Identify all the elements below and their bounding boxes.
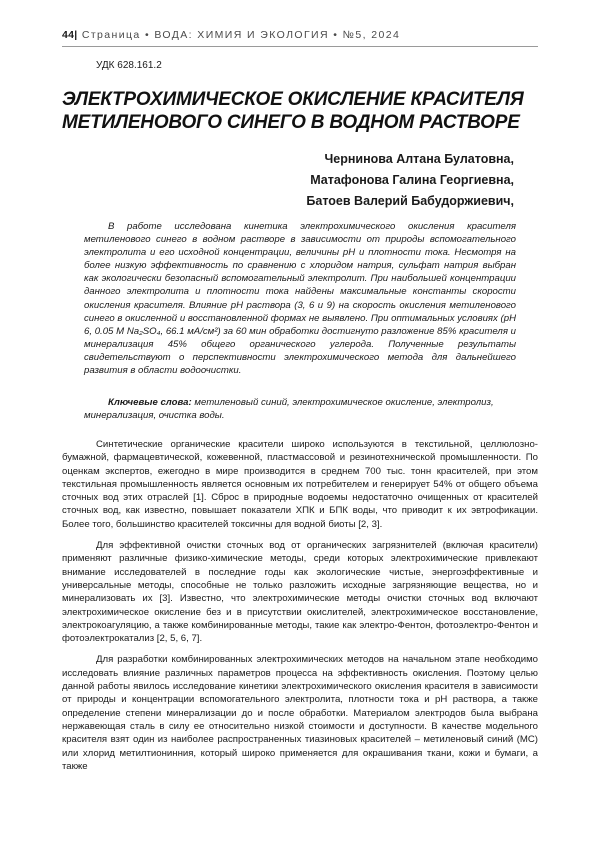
keywords-label: Ключевые слова:: [108, 397, 192, 408]
body-paragraph-2: Для эффективной очистки сточных вод от органических загрязнителей (включая красители) применяют различные физико-химические методы, среди которых электрохимические привлекают внимание исследователей в последние годы как экологические чистые, энергоэффективные и универсальные методы, способные не только разложить исходные загрязняющие вещества, но и минерализовать их [3]. Известно, что электрохимические методы очистки сточных вод включают электрохимическое окисление без и в присутствии окислителей, электрохимическое восстановление, электрокоагуляцию, а также комбинированные методы, такие как электро-Фентон, фотоэлектро-Фентон и фотоэлектрокатализ [2, 5, 6, 7].: [62, 540, 538, 645]
abstract: В работе исследована кинетика электрохимического окисления красителя метиленового синего в водном растворе в зависимости от природы вспомогательного электролита и его исходной концентрации, величины pH и плотности тока. Несмотря на более низкую эффективность по сравнению с хлоридом натрия, сульфат натрия выбран как экологически безопасный вспомогательный электролит. При наибольшей концентрации данного электролита и плотности тока найдены максимальные константы скорости окисления красителя. Влияние pH раствора (3, 6 и 9) на скорость окисления метиленового синего в окисленной и восстановленной формах не выявлено. При оптимальных условиях (pH 6, 0.05 M Na₂SO₄, 66.1 мА/см²) за 60 мин обработки достигнуто разложение 85% красителя и минерализация 45% общего органического углерода. Полученные результаты свидетельствуют о перспективности электрохимического метода для дальнейшего развития в области водоочистки.: [84, 221, 516, 377]
header-separator: |: [74, 29, 78, 41]
page-number: 44: [62, 29, 75, 41]
running-header: [62, 29, 538, 41]
author-list: [306, 149, 514, 212]
author-3: Батоев Валерий Бабудоржиевич,: [306, 194, 514, 208]
keywords: [84, 396, 516, 422]
article-title: ЭЛЕКТРОХИМИЧЕСКОЕ ОКИСЛЕНИЕ КРАСИТЕЛЯ МЕТИЛЕНОВОГО СИНЕГО В ВОДНОМ РАСТВОРЕ: [62, 89, 524, 133]
author-2: Матафонова Галина Георгиевна,: [310, 173, 514, 187]
header-divider: [62, 46, 538, 47]
udk-code: УДК 628.161.2: [96, 60, 162, 71]
article-body: [62, 438, 538, 781]
keywords-text: метиленовый синий, электрохимическое окисление, электролиз, минерализация, очистка воды.: [84, 397, 494, 422]
journal-name: Страница • ВОДА: ХИМИЯ И ЭКОЛОГИЯ • №5, 2024: [81, 29, 401, 41]
body-paragraph-1: Синтетические органические красители широко используются в текстильной, целлюлозно-бумажной, фармацевтической, кожевенной, пластмассовой и резинотехнической промышленности. По оценкам экспертов, ежегодно в мире производится в среднем 700 тыс. тонн красителей, при этом текстильная промышленность является основным их потребителем и генерирует 54% от общего объема сточных вод этих отраслей [1]. Сброс в природные водоемы недостаточно очищенных от красителей сточных вод, как известно, повышает показатели ХПК и БПК воды, что приводит к их эвтрофикации. Более того, большинство красителей токсичны для водной биоты [2, 3].: [62, 439, 538, 530]
body-paragraph-3: Для разработки комбинированных электрохимических методов на начальном этапе необходимо исследовать влияние различных параметров процесса на эффективность окисления. Поэтому целью данной работы явилось исследование кинетики электрохимического окисления красителя в зависимости от природы и концентрации вспомогательного электролита, плотности тока и pH раствора, а также определение степени минерализации до и после обработки. Материалом электродов была выбрана нержавеющая сталь в силу ее относительно низкой стоимости и доступности. В качестве модельного красителя взят один из наиболее распространенных тиазиновых красителей – метиленовый синий (МС) или хлорид метилтионинния, который широко применяется для окрашивания ткани, кожи и бумаги, а также: [62, 654, 538, 772]
author-1: Чернинова Алтана Булатовна,: [324, 152, 514, 166]
